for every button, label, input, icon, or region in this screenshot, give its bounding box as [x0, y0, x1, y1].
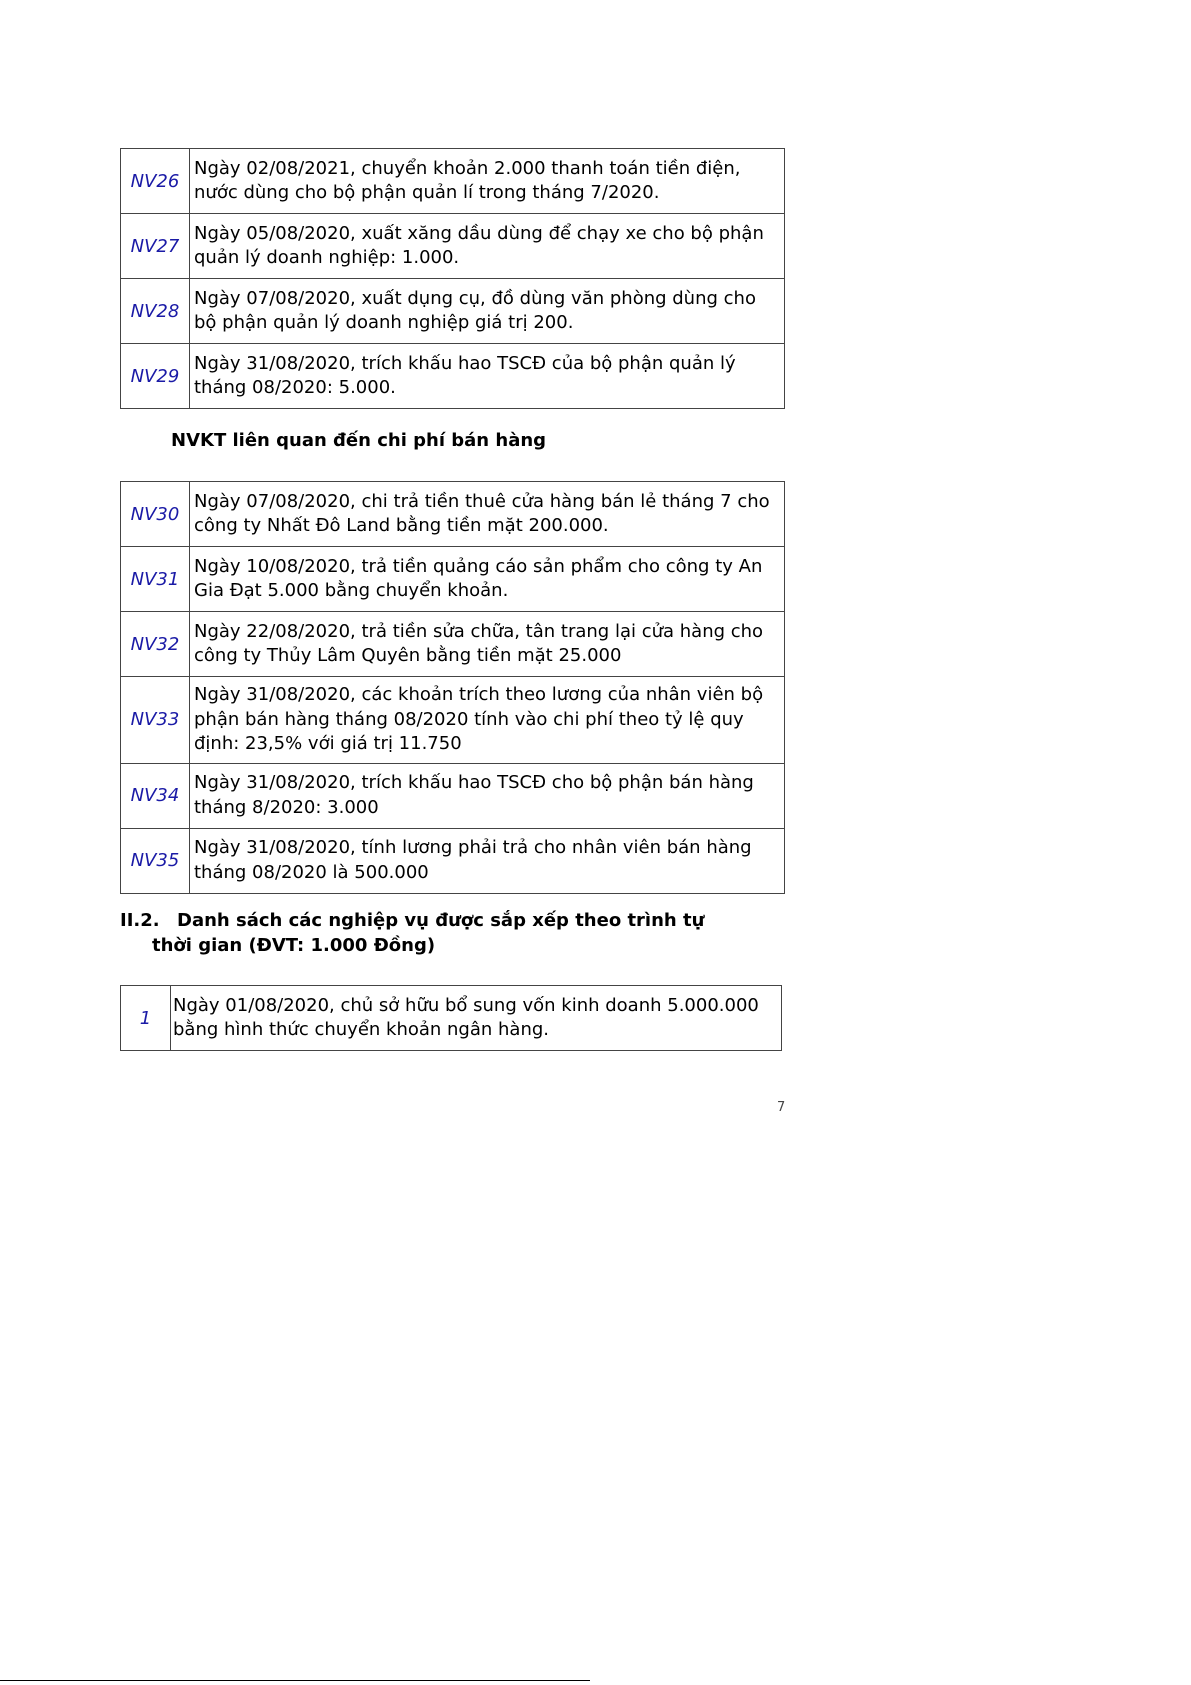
section-title-line1: Danh sách các nghiệp vụ được sắp xếp theo trình tự — [177, 910, 705, 931]
row-code: NV34 — [121, 763, 190, 828]
table-row — [121, 612, 785, 677]
row-description: Ngày 31/08/2020, tính lương phải trả cho nhân viên bán hàng tháng 08/2020 là 500.000 — [190, 828, 785, 893]
table-row — [121, 677, 785, 764]
row-code: NV35 — [121, 828, 190, 893]
row-code: NV32 — [121, 612, 190, 677]
row-code: NV28 — [121, 279, 190, 344]
footer-divider — [0, 1680, 590, 1681]
row-description: Ngày 31/08/2020, các khoản trích theo lương của nhân viên bộ phận bán hàng tháng 08/2020 tính vào chi phí theo tỷ lệ quy định: 23,5% với giá trị 11.750 — [190, 677, 785, 764]
row-description: Ngày 31/08/2020, trích khấu hao TSCĐ cho bộ phận bán hàng tháng 8/2020: 3.000 — [190, 763, 785, 828]
row-description: Ngày 07/08/2020, chi trả tiền thuê cửa hàng bán lẻ tháng 7 cho công ty Nhất Đô Land bằng tiền mặt 200.000. — [190, 482, 785, 547]
table-row — [121, 344, 785, 409]
table-row — [121, 279, 785, 344]
table-row — [121, 547, 785, 612]
row-description: Ngày 31/08/2020, trích khấu hao TSCĐ của bộ phận quản lý tháng 08/2020: 5.000. — [190, 344, 785, 409]
row-code: NV27 — [121, 214, 190, 279]
transactions-table-nv26-29 — [120, 148, 785, 409]
table-row — [121, 828, 785, 893]
row-description: Ngày 10/08/2020, trả tiền quảng cáo sản phẩm cho công ty An Gia Đạt 5.000 bằng chuyển khoản. — [190, 547, 785, 612]
row-code: NV30 — [121, 482, 190, 547]
row-code: NV33 — [121, 677, 190, 764]
row-description: Ngày 22/08/2020, trả tiền sửa chữa, tân trang lại cửa hàng cho công ty Thủy Lâm Quyên bằng tiền mặt 25.000 — [190, 612, 785, 677]
row-description: Ngày 02/08/2021, chuyển khoản 2.000 thanh toán tiền điện, nước dùng cho bộ phận quản lí trong tháng 7/2020. — [190, 149, 785, 214]
section-title-line2: thời gian (ĐVT: 1.000 Đồng) — [152, 935, 436, 956]
row-description: Ngày 07/08/2020, xuất dụng cụ, đồ dùng văn phòng dùng cho bộ phận quản lý doanh nghiệp giá trị 200. — [190, 279, 785, 344]
table-row — [121, 214, 785, 279]
row-code: NV31 — [121, 547, 190, 612]
section-heading-selling-expenses: NVKT liên quan đến chi phí bán hàng — [171, 430, 547, 451]
page-number: 7 — [777, 1100, 786, 1115]
row-code: 1 — [121, 986, 171, 1051]
row-description: Ngày 05/08/2020, xuất xăng dầu dùng để chạy xe cho bộ phận quản lý doanh nghiệp: 1.000. — [190, 214, 785, 279]
section-heading-2-2 — [120, 908, 800, 958]
chronological-transactions-table — [120, 985, 782, 1051]
table-row — [121, 482, 785, 547]
section-number: II.2. — [120, 910, 160, 931]
table-row — [121, 149, 785, 214]
table-row — [121, 986, 782, 1051]
table-row — [121, 763, 785, 828]
row-code: NV29 — [121, 344, 190, 409]
row-description: Ngày 01/08/2020, chủ sở hữu bổ sung vốn kinh doanh 5.000.000 bằng hình thức chuyển khoản ngân hàng. — [171, 986, 782, 1051]
transactions-table-nv30-35 — [120, 481, 785, 894]
row-code: NV26 — [121, 149, 190, 214]
